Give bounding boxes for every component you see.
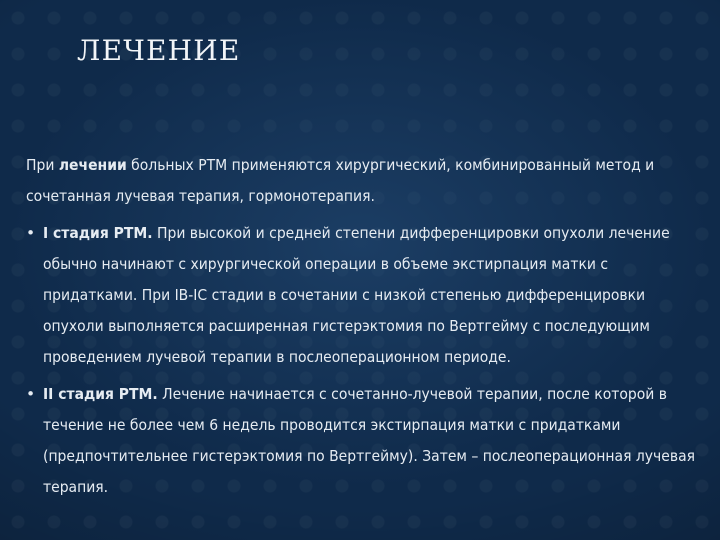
bullet-text: Лечение начинается с сочетанно-лучевой терапии, после которой в течение не более чем 6 недель проводится экстирпация матки с придатками (предпочтительнее гистерэктомия по Вертгейму). Затем – послеоперационная лучевая терапия. (43, 385, 696, 496)
slide-title: ЛЕЧЕНИЕ (77, 34, 241, 67)
bullet-text: При высокой и средней степени дифференцировки опухоли лечение обычно начинают с хирургической операции в объеме экстирпация матки с придатками. При IB-IC стадии в сочетании с низкой степенью дифференцировки опухоли выполняется расширенная гистерэктомия по Вертгейму с последующим проведением лучевой терапии в послеоперационном периоде. (43, 224, 670, 366)
stage-label: II стадия РТМ. (43, 385, 158, 403)
bullet-marker: • (26, 385, 36, 403)
bullet-marker: • (26, 224, 36, 242)
bullet-stage-2 (26, 379, 696, 503)
intro-highlight: лечении (58, 156, 127, 174)
intro-paragraph (26, 150, 696, 212)
intro-text: больных РТМ применяются хирургический, комбинированный метод и сочетанная лучевая терапия, гормонотерапия. (26, 156, 655, 205)
slide-body (26, 150, 696, 509)
stage-label: I стадия РТМ. (43, 224, 153, 242)
intro-prefix: При (26, 156, 59, 174)
bullet-list (26, 218, 696, 503)
bullet-stage-1 (26, 218, 696, 373)
